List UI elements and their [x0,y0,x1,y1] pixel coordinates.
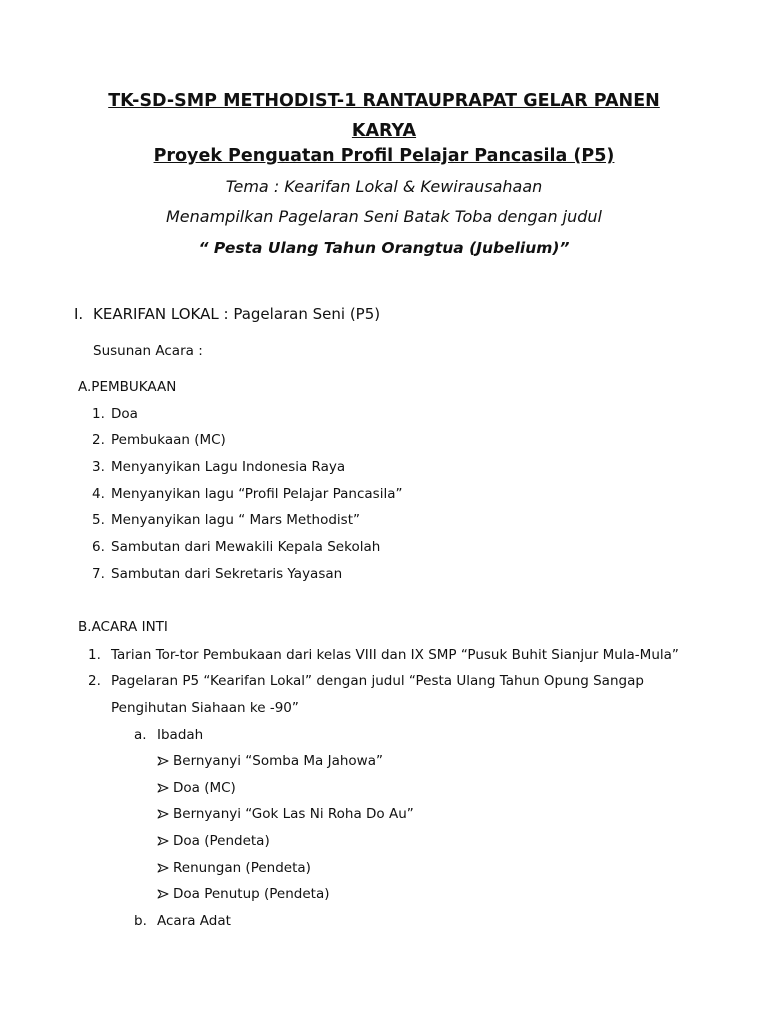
document-subtitle: Proyek Penguatan Profil Pelajar Pancasila (P5) [153,146,615,166]
sub-b-title: Acara Adat [157,913,231,929]
bullet-text: Doa (Pendeta) [173,833,270,849]
arrow-bullet-icon [157,863,169,873]
part-b-item-1-text: Tarian Tor-tor Pembukaan dari kelas VIII dan IX SMP “Pusuk Buhit Sianjur Mula-Mula” [111,647,679,663]
part-a-letter: A. [78,379,92,395]
list-item: Menyanyikan lagu “ Mars Methodist” [111,512,360,528]
list-number: 3. [92,459,105,475]
bullet-item [157,780,236,796]
part-b-item-2-line2: Pengihutan Siahaan ke -90” [111,700,299,716]
list-number: 2. [92,432,105,448]
part-b-title: ACARA INTI [91,619,168,635]
arrow-bullet-icon [157,809,169,819]
bullet-text: Doa Penutup (Pendeta) [173,886,330,902]
sub-a-title: Ibadah [157,727,204,743]
document-title: TK-SD-SMP METHODIST-1 RANTAUPRAPAT GELAR PANEN KARYA [108,91,660,141]
bullet-text: Bernyanyi “Gok Las Ni Roha Do Au” [173,806,414,822]
bullet-item [157,860,311,876]
description-line: Menampilkan Pagelaran Seni Batak Toba dengan judul [165,207,602,226]
list-number: 5. [92,512,105,528]
sub-a-letter: a. [134,727,147,743]
list-item: Menyanyikan lagu “Profil Pelajar Pancasila” [111,486,403,502]
arrow-bullet-icon [157,836,169,846]
part-b-heading [78,619,168,635]
arrow-bullet-icon [157,756,169,766]
bullet-text: Doa (MC) [173,780,236,796]
section-number: I. [74,305,84,323]
part-b-letter: B. [78,619,92,635]
part-a-heading [78,379,176,395]
arrow-bullet-icon [157,889,169,899]
list-number: 4. [92,486,105,502]
part-b-item-2-line1: Pagelaran P5 “Kearifan Lokal” dengan judul “Pesta Ulang Tahun Opung Sangap [111,673,644,689]
list-number: 2. [88,673,101,689]
bullet-item [157,886,330,902]
part-b-item-1 [88,647,101,663]
list-item: Sambutan dari Sekretaris Yayasan [111,566,343,582]
theme-line: Tema : Kearifan Lokal & Kewirausahaan [225,177,543,196]
bullet-item [157,753,383,769]
list-item: Doa [111,406,138,422]
bullet-text: Renungan (Pendeta) [173,860,311,876]
susunan-label: Susunan Acara : [93,343,203,359]
part-a-title: PEMBUKAAN [91,379,177,395]
list-item: Sambutan dari Mewakili Kepala Sekolah [111,539,381,555]
bullet-text: Bernyanyi “Somba Ma Jahowa” [173,753,383,769]
list-number: 1. [92,406,105,422]
section-heading [74,305,380,323]
list-number: 7. [92,566,105,582]
list-number: 1. [88,647,101,663]
bullet-item [157,833,270,849]
part-b-item-2 [88,673,101,689]
list-item: Menyanyikan Lagu Indonesia Raya [111,459,346,475]
performance-title: “ Pesta Ulang Tahun Orangtua (Jubelium)” [198,239,570,257]
section-title: KEARIFAN LOKAL : Pagelaran Seni (P5) [93,305,381,323]
bullet-item [157,806,414,822]
list-item: Pembukaan (MC) [111,432,226,448]
sub-b-letter: b. [134,913,147,929]
arrow-bullet-icon [157,783,169,793]
list-number: 6. [92,539,105,555]
